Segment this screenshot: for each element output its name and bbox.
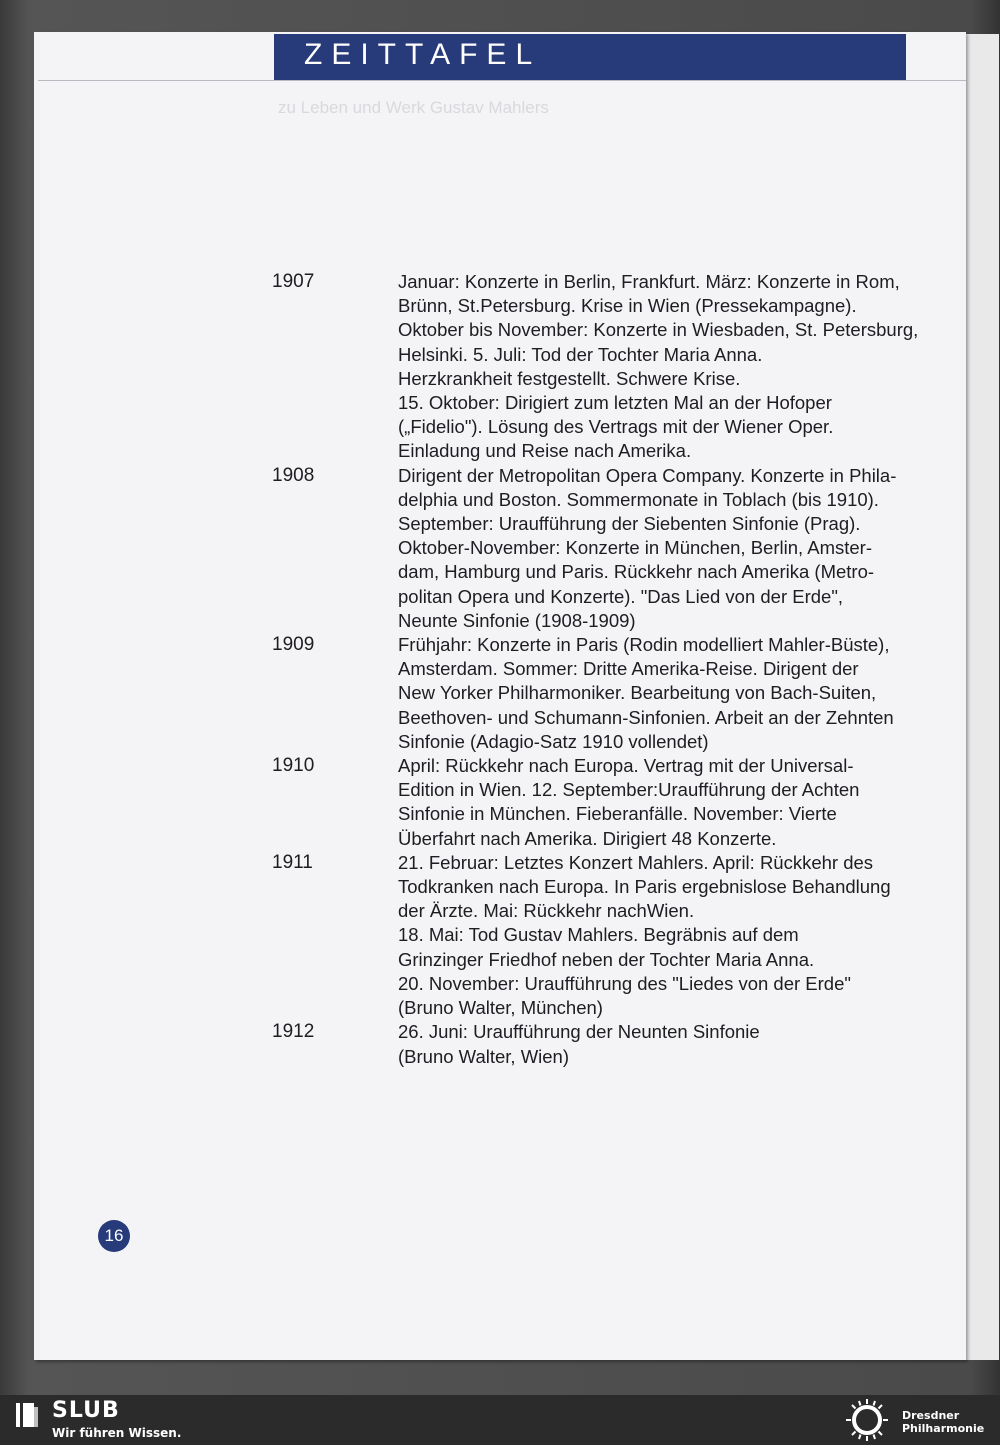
entry-year: 1907 — [272, 271, 315, 292]
text-line: Oktober-November: Konzerte in München, Berlin, Amster- — [398, 537, 872, 559]
entry-year: 1909 — [272, 634, 315, 656]
text-line: Edition in Wien. 12. September:Uraufführung der Achten — [398, 779, 860, 801]
text-line: (Bruno Walter, Wien) — [398, 1045, 569, 1067]
header-band — [274, 34, 906, 80]
text-line: delphia und Boston. Sommermonate in Toblach (bis 1910). — [398, 488, 879, 510]
partner-line: Philharmonie — [902, 1422, 985, 1435]
text-line: Amsterdam. Sommer: Dritte Amerika-Reise. Dirigent der — [398, 658, 859, 680]
entry-text — [398, 754, 912, 851]
philharmonie-logo-text[interactable] — [902, 1409, 984, 1435]
text-line: Grinzinger Friedhof neben der Tochter Maria Anna. — [398, 948, 815, 970]
slub-logo-text[interactable]: SLUB — [52, 1398, 120, 1423]
text-line: Sinfonie (Adagio-Satz 1910 vollendet) — [398, 730, 709, 752]
page-title: ZEITTAFEL — [304, 38, 542, 71]
text-line: (Bruno Walter, München) — [398, 997, 603, 1019]
timeline-entry — [272, 464, 912, 633]
timeline-entry — [272, 633, 912, 754]
entry-year: 1908 — [272, 464, 315, 486]
bleed-through-text: zu Leben und Werk Gustav Mahlers — [278, 98, 549, 117]
timeline-entry — [272, 270, 919, 464]
timeline-entry — [272, 1020, 912, 1068]
text-line: Herzkrankheit festgestellt. Schwere Krise. — [398, 367, 741, 389]
book-icon — [14, 1401, 40, 1429]
text-line: Beethoven- und Schumann-Sinfonien. Arbeit an der Zehnten — [398, 706, 894, 728]
text-line: April: Rückkehr nach Europa. Vertrag mit der Universal- — [398, 755, 854, 777]
text-line: Dirigent der Metropolitan Opera Company. Konzerte in Phila- — [398, 464, 897, 486]
partner-line: Dresdner — [902, 1409, 960, 1422]
header-rule — [38, 80, 966, 81]
entry-year: 1910 — [272, 755, 315, 777]
text-line: der Ärzte. Mai: Rückkehr nachWien. — [398, 900, 695, 922]
text-line: 20. November: Uraufführung des "Liedes von der Erde" — [398, 972, 851, 994]
page-number-badge: 16 — [98, 1220, 130, 1252]
footer-bar — [0, 1395, 1000, 1445]
text-line: politan Opera und Konzerte). "Das Lied von der Erde", — [398, 585, 844, 607]
text-line: Einladung und Reise nach Amerika. — [398, 440, 692, 462]
text-line: Frühjahr: Konzerte in Paris (Rodin modelliert Mahler-Büste), — [398, 634, 890, 656]
entry-text — [398, 464, 912, 633]
text-line: Brünn, St.Petersburg. Krise in Wien (Pressekampagne). — [398, 295, 857, 317]
text-line: Neunte Sinfonie (1908-1909) — [398, 609, 636, 631]
entry-text — [398, 1020, 912, 1068]
text-line: 18. Mai: Tod Gustav Mahlers. Begräbnis auf dem — [398, 924, 799, 946]
entry-year: 1911 — [272, 851, 313, 873]
slub-tagline: Wir führen Wissen. — [52, 1426, 182, 1440]
timeline — [272, 270, 919, 1069]
text-line: dam, Hamburg und Paris. Rückkehr nach Amerika (Metro- — [398, 561, 875, 583]
text-line: September: Uraufführung der Siebenten Sinfonie (Prag). — [398, 513, 861, 535]
timeline-entry — [272, 754, 912, 851]
document-page — [34, 32, 966, 1360]
entry-text — [398, 270, 918, 464]
entry-text — [398, 851, 912, 1020]
text-line: Sinfonie in München. Fieberanfälle. November: Vierte — [398, 803, 837, 825]
text-line: New Yorker Philharmoniker. Bearbeitung von Bach-Suiten, — [398, 682, 877, 704]
text-line: 15. Oktober: Dirigiert zum letzten Mal an der Hofoper — [398, 392, 832, 414]
timeline-entry — [272, 851, 912, 1020]
text-line: („Fidelio"). Lösung des Vertrags mit der Wiener Oper. — [398, 416, 834, 438]
text-line: Januar: Konzerte in Berlin, Frankfurt. März: Konzerte in Rom, — [398, 271, 900, 292]
text-line: Oktober bis November: Konzerte in Wiesbaden, St. Petersburg, — [398, 319, 919, 341]
text-line: 26. Juni: Uraufführung der Neunten Sinfonie — [398, 1021, 760, 1043]
entry-year: 1912 — [272, 1021, 315, 1043]
text-line: Helsinki. 5. Juli: Tod der Tochter Maria Anna. — [398, 343, 763, 365]
philharmonie-logo-icon — [842, 1397, 892, 1443]
text-line: Überfahrt nach Amerika. Dirigiert 48 Konzerte. — [398, 827, 777, 849]
text-line: 21. Februar: Letztes Konzert Mahlers. April: Rückkehr des — [398, 851, 874, 873]
text-line: Todkranken nach Europa. In Paris ergebnislose Behandlung — [398, 876, 891, 898]
entry-text — [398, 633, 912, 754]
